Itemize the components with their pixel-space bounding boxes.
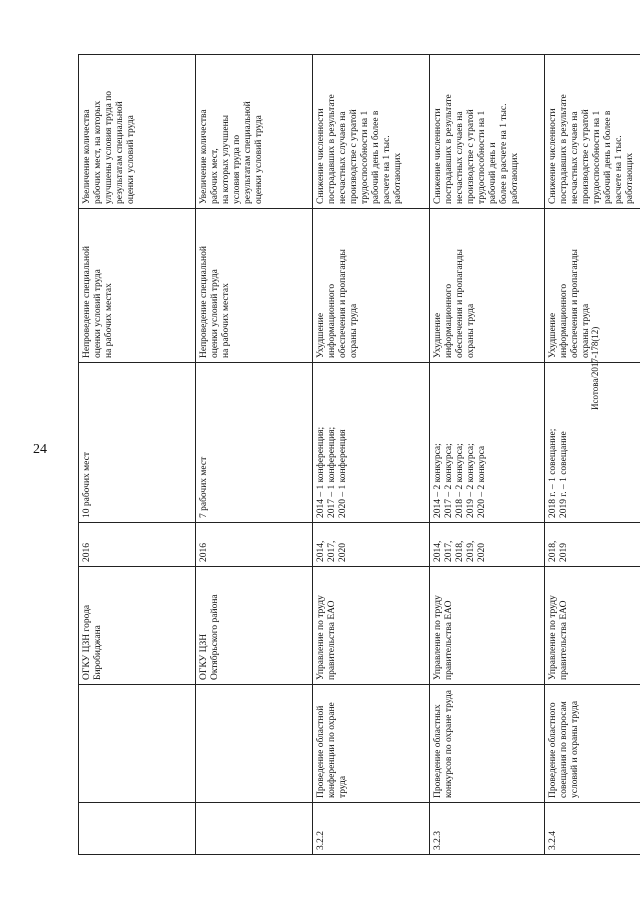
effect-cell: Снижение численности пострадавших в результате несчастных случаев на производстве с утратой трудоспособности на 1 рабочий день и более в расчете на 1 тыс. работающих bbox=[313, 55, 430, 209]
event-cell: Проведение областного совещания по вопросам условий и охраны труда bbox=[545, 685, 640, 803]
activities-table bbox=[78, 54, 640, 855]
item-number-cell: 3.2.3 bbox=[430, 803, 545, 855]
event-cell: Проведение областных конкурсов по охране труда bbox=[430, 685, 545, 803]
year-cell: 2014, 2017, 2020 bbox=[313, 523, 430, 567]
indicator-cell: 7 рабочих мест bbox=[196, 363, 313, 523]
rotated-table-container bbox=[78, 55, 635, 855]
indicator-cell: 2018 г. – 1 совещание; 2019 г. – 1 совещание bbox=[545, 363, 640, 523]
table-row bbox=[196, 55, 313, 855]
risk-cell: Ухудшение информационного обеспечения и пропаганды охраны труда bbox=[430, 209, 545, 363]
executor-cell: ОГКУ ЦЗН Октябрьского района bbox=[196, 567, 313, 685]
executor-cell: Управление по труду правительства ЕАО bbox=[545, 567, 640, 685]
risk-cell: Непроведение специальной оценки условий труда на рабочих местах bbox=[79, 209, 196, 363]
item-number-cell: 3.2.4 bbox=[545, 803, 640, 855]
effect-cell: Снижение численности пострадавших в результате несчастных случаев на производстве с утратой трудоспособности на 1 рабочий день и более в расчете на 1 тыс. работающих bbox=[545, 55, 640, 209]
table-row bbox=[79, 55, 196, 855]
year-cell: 2016 bbox=[196, 523, 313, 567]
event-cell bbox=[79, 685, 196, 803]
table-row bbox=[545, 55, 640, 855]
item-number-cell bbox=[196, 803, 313, 855]
indicator-cell: 2014 – 1 конференция; 2017 – 1 конференция; 2020 – 1 конференция bbox=[313, 363, 430, 523]
effect-cell: Увеличение количества рабочих мест, на которых улучшены условия труда по результатам специальной оценки условий труда bbox=[79, 55, 196, 209]
item-number-cell: 3.2.2 bbox=[313, 803, 430, 855]
item-number-cell bbox=[79, 803, 196, 855]
effect-cell: Снижение численности пострадавших в результате несчастных случаев на производстве с утратой трудоспособности на 1 рабочий день и более в расчете на 1 тыс. работающих bbox=[430, 55, 545, 209]
indicator-cell: 10 рабочих мест bbox=[79, 363, 196, 523]
risk-cell: Ухудшение информационного обеспечения и пропаганды охраны труда bbox=[313, 209, 430, 363]
executor-cell: Управление по труду правительства ЕАО bbox=[430, 567, 545, 685]
risk-cell: Ухудшение информационного обеспечения и пропаганды охраны труда bbox=[545, 209, 640, 363]
effect-cell: Увеличение количества рабочих мест, на которых улучшены условия труда по результатам специальной оценки условий труда bbox=[196, 55, 313, 209]
table-row bbox=[430, 55, 545, 855]
page-number: 24 bbox=[33, 442, 47, 457]
risk-cell: Непроведение специальной оценки условий труда на рабочих местах bbox=[196, 209, 313, 363]
year-cell: 2014, 2017, 2018, 2019, 2020 bbox=[430, 523, 545, 567]
event-cell: Проведение областной конференции по охране труда bbox=[313, 685, 430, 803]
table-row bbox=[313, 55, 430, 855]
executor-cell: Управление по труду правительства ЕАО bbox=[313, 567, 430, 685]
indicator-cell: 2014 – 2 конкурса; 2017 – 2 конкурса; 2018 – 2 конкурса; 2019 – 2 конкурса; 2020 – 2 конкурса bbox=[430, 363, 545, 523]
document-footer-code: Исотова/2017-178(12) bbox=[590, 326, 600, 410]
year-cell: 2016 bbox=[79, 523, 196, 567]
year-cell: 2018, 2019 bbox=[545, 523, 640, 567]
event-cell bbox=[196, 685, 313, 803]
executor-cell: ОГКУ ЦЗН города Биробиджана bbox=[79, 567, 196, 685]
